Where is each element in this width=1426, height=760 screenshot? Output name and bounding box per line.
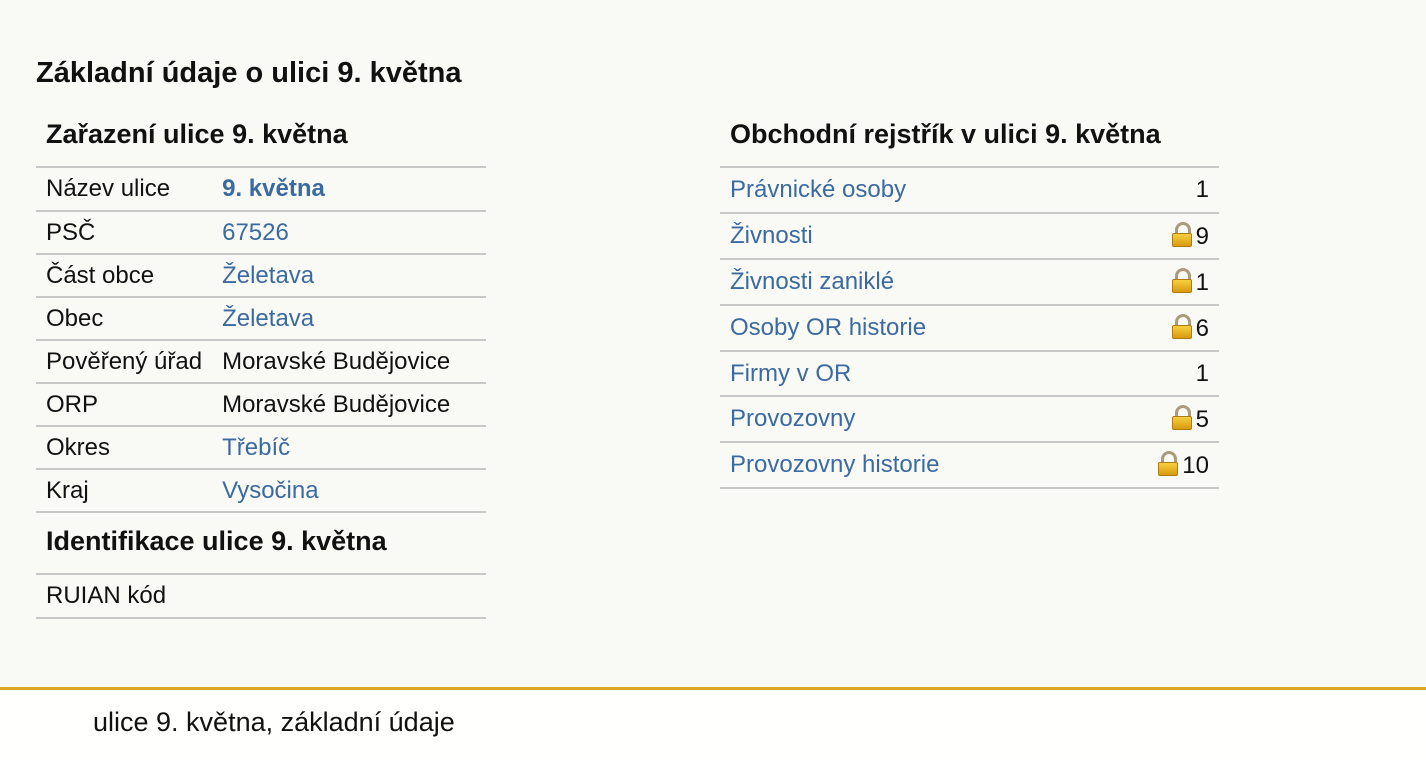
table-row [720, 213, 1219, 259]
ruian-code-value [209, 575, 486, 618]
lock-icon[interactable] [1158, 451, 1178, 476]
region-link[interactable]: Vysočina [222, 476, 319, 504]
identification-section-title: Identifikace ulice 9. května [36, 513, 486, 575]
lock-icon[interactable] [1172, 268, 1192, 293]
lock-icon[interactable] [1172, 222, 1192, 247]
authorized-office-label: Pověřený úřad [36, 340, 212, 383]
or-persons-history-cell [720, 305, 1097, 351]
street-classification-panel [36, 112, 486, 619]
business-register-section-title: Obchodní rejstřík v ulici 9. května [720, 112, 1219, 168]
table-row [720, 259, 1219, 305]
table-row [36, 168, 486, 211]
identification-table [36, 575, 486, 619]
footer [0, 690, 1426, 760]
street-name-label: Název ulice [36, 168, 212, 211]
region-label: Kraj [36, 469, 212, 512]
lock-icon[interactable] [1172, 405, 1192, 430]
trades-count-cell [1097, 213, 1219, 259]
district-label: Okres [36, 426, 212, 469]
table-row [36, 575, 486, 618]
premises-history-cell [720, 442, 1097, 488]
table-row [720, 305, 1219, 351]
or-persons-history-count: 6 [1195, 314, 1209, 342]
table-row [36, 340, 486, 383]
or-companies-link[interactable]: Firmy v OR [730, 359, 852, 387]
business-register-table [720, 168, 1219, 489]
business-register-panel [720, 112, 1219, 489]
legal-entities-cell [720, 168, 1097, 213]
table-row [36, 211, 486, 254]
town-part-link[interactable]: Želetava [222, 261, 315, 289]
lock-icon[interactable] [1172, 314, 1192, 339]
defunct-trades-cell [720, 259, 1097, 305]
premises-count: 5 [1195, 405, 1209, 433]
premises-history-count-cell [1097, 442, 1219, 488]
classification-table [36, 168, 486, 513]
defunct-trades-link[interactable]: Živnosti zaniklé [730, 268, 895, 295]
trades-link[interactable]: Živnosti [730, 222, 813, 249]
classification-section-title: Zařazení ulice 9. května [36, 112, 486, 168]
or-persons-history-count-cell [1097, 305, 1219, 351]
defunct-trades-count-cell [1097, 259, 1219, 305]
table-row [36, 383, 486, 426]
table-row [720, 351, 1219, 396]
premises-history-link[interactable]: Provozovny historie [730, 451, 940, 478]
or-companies-cell [720, 351, 1097, 396]
district-value-cell [212, 426, 486, 469]
defunct-trades-count: 1 [1195, 268, 1209, 296]
table-row [36, 469, 486, 512]
ruian-code-label: RUIAN kód [36, 575, 209, 618]
orp-label: ORP [36, 383, 212, 426]
municipality-label: Obec [36, 297, 212, 340]
region-value-cell [212, 469, 486, 512]
municipality-link[interactable]: Želetava [222, 304, 315, 332]
premises-count-cell [1097, 396, 1219, 442]
table-row [720, 396, 1219, 442]
authorized-office-value: Moravské Budějovice [212, 340, 486, 383]
table-row [36, 426, 486, 469]
street-name-value-cell [212, 168, 486, 211]
table-row [720, 168, 1219, 213]
or-persons-history-link[interactable]: Osoby OR historie [730, 314, 927, 341]
footer-text: ulice 9. května, základní údaje [93, 707, 455, 737]
legal-entities-link[interactable]: Právnické osoby [730, 176, 907, 203]
table-row [720, 442, 1219, 488]
postal-code-value-cell [212, 211, 486, 254]
postal-code-link[interactable]: 67526 [222, 218, 289, 246]
trades-count: 9 [1195, 222, 1209, 250]
legal-entities-count: 1 [1097, 168, 1219, 213]
municipality-value-cell [212, 297, 486, 340]
page-title: Základní údaje o ulici 9. května [36, 57, 462, 89]
premises-history-count: 10 [1182, 451, 1209, 479]
table-row [36, 297, 486, 340]
orp-value: Moravské Budějovice [212, 383, 486, 426]
trades-cell [720, 213, 1097, 259]
premises-link[interactable]: Provozovny [730, 405, 856, 432]
town-part-value-cell [212, 254, 486, 297]
town-part-label: Část obce [36, 254, 212, 297]
postal-code-label: PSČ [36, 211, 212, 254]
premises-cell [720, 396, 1097, 442]
street-name-link[interactable]: 9. května [222, 175, 325, 202]
district-link[interactable]: Třebíč [222, 433, 291, 461]
or-companies-count: 1 [1097, 351, 1219, 396]
table-row [36, 254, 486, 297]
